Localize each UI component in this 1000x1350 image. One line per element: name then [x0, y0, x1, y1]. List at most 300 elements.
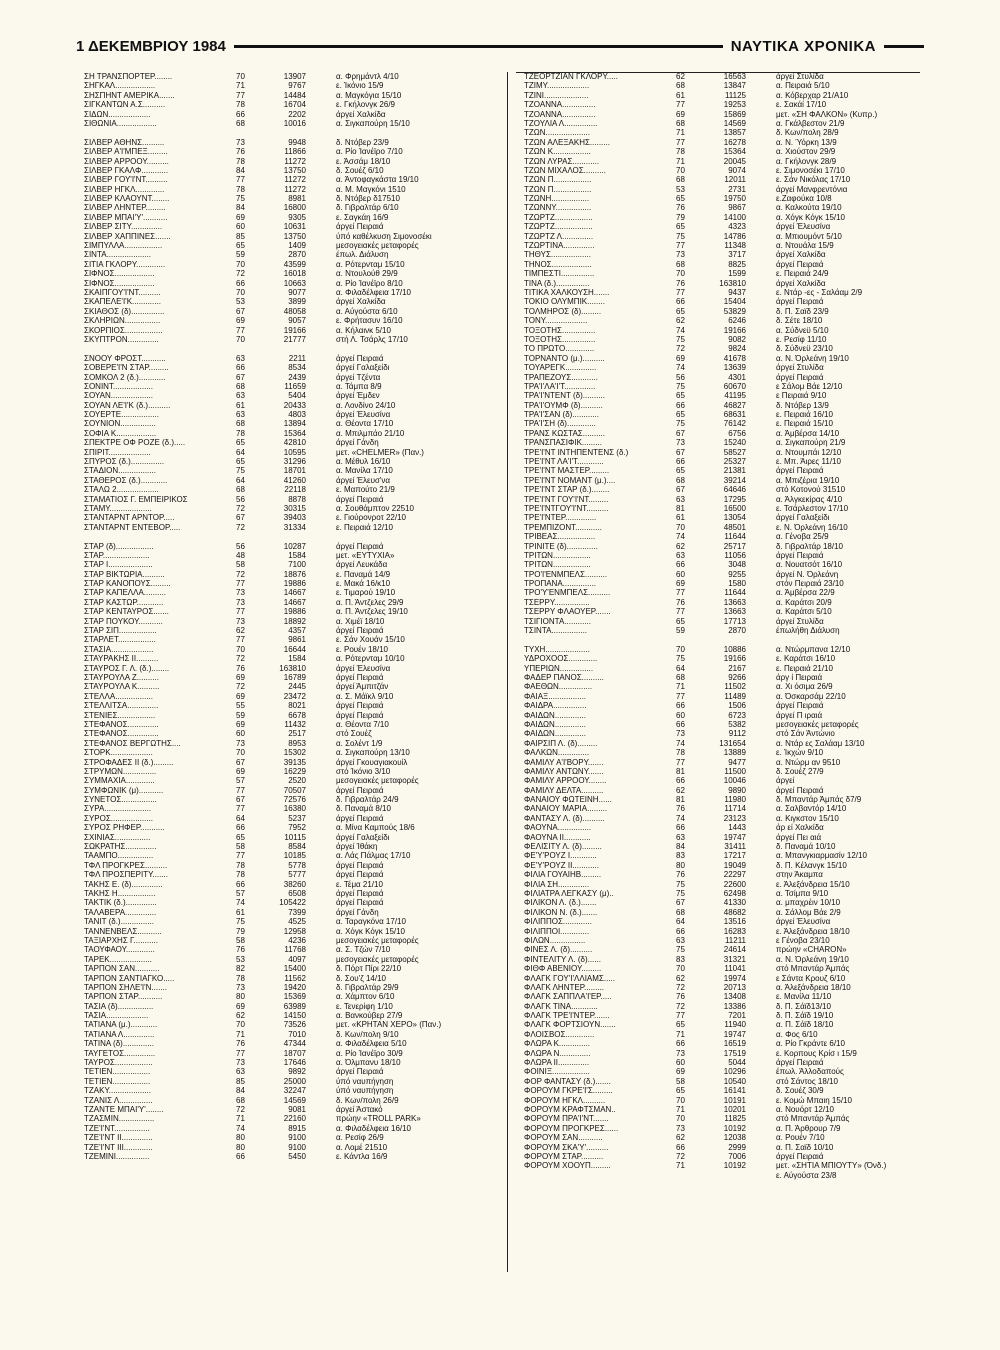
- ship-row: [76, 880, 480, 889]
- build-year: 67: [676, 428, 685, 438]
- ship-name: ΤΡΕ'Ι'ΝΤ ΓΟΥ'Ι'ΝΤ.........: [524, 494, 609, 504]
- ship-row: [516, 1171, 920, 1180]
- tonnage: 25327: [723, 457, 746, 467]
- build-year: 68: [236, 1095, 245, 1105]
- build-year: 56: [236, 494, 245, 504]
- status-location: α. Λάς Πάλμας 17/10: [336, 851, 411, 861]
- status-location: ε. Ρεσίφ 11/10: [776, 334, 827, 344]
- left-column: [76, 72, 480, 1161]
- tonnage: 10201: [723, 1104, 746, 1114]
- tonnage: 2999: [728, 1142, 746, 1152]
- tonnage: 11659: [284, 381, 306, 391]
- status-location: ε. Άσσάμ 18/10: [336, 156, 391, 166]
- status-location: ε. Καράτσι 16/10: [776, 654, 836, 664]
- build-year: 67: [676, 898, 685, 908]
- ship-row: [516, 147, 920, 156]
- ship-row: [76, 232, 480, 241]
- status-location: ε. Άλεξάνδρεια 15/10: [776, 879, 850, 889]
- status-location: α. Χιούστον 29/9: [776, 147, 836, 157]
- ship-row: [516, 476, 920, 485]
- ship-row: [76, 758, 480, 767]
- tonnage: 17646: [283, 1058, 306, 1068]
- tonnage: 13386: [723, 1001, 746, 1011]
- ship-name: ΤΑΝΙΤ (δ.)...............: [84, 917, 154, 927]
- status-location: άργεί Πειραιά: [336, 860, 384, 870]
- build-year: 66: [236, 278, 245, 288]
- tonnage: 70507: [283, 785, 306, 795]
- status-location: ε. Σακάί 17/10: [776, 100, 827, 110]
- ship-name: ΤΖΩΝΝΥ................: [524, 203, 592, 213]
- ship-name: ΣΤΑΡ Ι....................: [84, 560, 153, 570]
- ship-name: ΣΙΛΒΕΡ ΜΠΑΙ'Υ'...........: [84, 212, 168, 222]
- build-year: 65: [236, 241, 245, 251]
- tonnage: 8915: [288, 1123, 306, 1133]
- build-year: 85: [236, 231, 245, 241]
- build-year: 76: [676, 870, 685, 880]
- status-location: α. Μπιουμόντ 5/10: [776, 231, 842, 241]
- tonnage: 17519: [723, 1048, 746, 1058]
- tonnage: 20713: [723, 982, 746, 992]
- status-location: ε. Ν. Όρλεάνη 16/10: [776, 522, 848, 532]
- status-location: άργεί Πειραιά: [776, 701, 824, 711]
- build-year: 66: [676, 457, 685, 467]
- build-year: 70: [236, 748, 245, 758]
- tonnage: 163810: [719, 278, 746, 288]
- tonnage: 2439: [288, 372, 306, 382]
- status-location: άργεί Γαλαξείδι: [336, 363, 390, 373]
- build-year: 68: [676, 81, 685, 91]
- tonnage: 11714: [724, 804, 746, 814]
- build-year: 70: [236, 1020, 245, 1030]
- status-location: α. Γένοβα 25/9: [776, 532, 829, 542]
- tonnage: 9074: [728, 165, 746, 175]
- build-year: 84: [236, 203, 245, 213]
- status-location: ε. Πειραιά 21/10: [776, 663, 833, 673]
- ship-name: ΤΡΑ'Ι'ΣΑΝ (δ)............: [524, 410, 599, 420]
- ship-name: ΦΙΛΙΚΟΝ Λ. (δ.).......: [524, 898, 597, 908]
- ship-row: [76, 316, 480, 325]
- group-spacer: [76, 128, 480, 137]
- tonnage: 8953: [288, 738, 306, 748]
- build-year: 65: [676, 1020, 685, 1030]
- build-year: 75: [676, 654, 685, 664]
- build-year: 76: [236, 147, 245, 157]
- status-location: στόν Πειραιά 23/10: [776, 579, 844, 589]
- tonnage: 9767: [288, 81, 306, 91]
- ship-name: ΣΟΥΑΝ ΛΕ'Ι'Κ (δ.)..........: [84, 400, 171, 410]
- status-location: δ. Κων/πολη 28/9: [776, 128, 839, 138]
- status-location: δ. Γιβραλτάρ 6/10: [336, 203, 399, 213]
- ship-row: [76, 91, 480, 100]
- ship-row: [516, 326, 920, 335]
- build-year: 73: [676, 729, 685, 739]
- status-location: δ. Σέτε 18/10: [776, 316, 823, 326]
- ship-row: [516, 410, 920, 419]
- build-year: 65: [676, 410, 685, 420]
- ship-name: ΤΗΝΟΣ..................: [524, 259, 592, 269]
- tonnage: 14484: [283, 90, 306, 100]
- ship-name: ΣΤΑΛΩ 2...................: [84, 485, 159, 495]
- status-location: άργεί Πειραιά: [336, 898, 384, 908]
- ship-row: [516, 551, 920, 560]
- ship-name: ΤΖΟΑΝΝΑ...............: [524, 109, 596, 119]
- status-location: α. Πειραιά 5/10: [776, 81, 830, 91]
- ship-row: [516, 316, 920, 325]
- status-location: α. Τσίμπα 9/10: [776, 888, 829, 898]
- ship-row: [516, 664, 920, 673]
- status-location: α. Φιλαδέλφεια 17/10: [336, 287, 412, 297]
- tonnage: 19420: [283, 982, 306, 992]
- ship-name: ΤΡΑΝΣ ΚΩΣΤΑΣ..........: [524, 428, 605, 438]
- ship-name: ΤΡΕΜΠΙΖΟΝΤ............: [524, 522, 602, 532]
- build-year: 66: [676, 1142, 685, 1152]
- ship-name: ΦΛΑΓΚ ΓΟΥ'Ι'ΛΛΙΑΜΣ.....: [524, 973, 615, 983]
- status-location: στό Σάν Άντώνιο: [776, 729, 835, 739]
- build-year: 79: [676, 212, 685, 222]
- ship-name: ΤΖΟΥΛΙΑ Λ...............: [524, 118, 598, 128]
- ship-row: [516, 974, 920, 983]
- ship-row: [76, 720, 480, 729]
- build-year: 65: [676, 194, 685, 204]
- ship-row: [76, 222, 480, 231]
- build-year: 66: [676, 823, 685, 833]
- tonnage: 11272: [284, 156, 306, 166]
- status-location: ε Πειραιά 9/10: [776, 391, 827, 401]
- ship-row: [76, 166, 480, 175]
- build-year: 64: [236, 475, 245, 485]
- ship-row: [76, 100, 480, 109]
- build-year: 63: [676, 935, 685, 945]
- status-location: α. Άμβέρσα 22/9: [776, 588, 835, 598]
- ship-name: ΤΑΤΙΑΝΑ (μ.)............: [84, 1020, 158, 1030]
- status-location: άργεί Πειραιά: [776, 372, 824, 382]
- status-location: α. Μ. Μαγκόνι 1510: [336, 184, 406, 194]
- tonnage: 4236: [288, 935, 306, 945]
- tonnage: 11562: [284, 973, 306, 983]
- ship-row: [516, 936, 920, 945]
- ship-name: ΤΑΛΑΒΕΡΑ..............: [84, 907, 157, 917]
- tonnage: 16519: [723, 1039, 746, 1049]
- status-location: α. Π. Άντζελες 19/10: [336, 607, 408, 617]
- ship-name: ΤΖΩΡΤΖ.................: [524, 212, 593, 222]
- build-year: 63: [236, 1067, 245, 1077]
- ship-name: ΦΟΡΟΥΜ ΣΤΑΡ..........: [524, 1151, 604, 1161]
- column-divider: [507, 72, 508, 1272]
- ship-row: [516, 870, 920, 879]
- build-year: 69: [236, 316, 245, 326]
- tonnage: 9867: [728, 203, 746, 213]
- build-year: 62: [676, 541, 685, 551]
- tonnage: 25000: [283, 1076, 306, 1086]
- build-year: 77: [676, 137, 685, 147]
- build-year: 77: [676, 241, 685, 251]
- ship-row: [516, 1077, 920, 1086]
- status-location: άργεί Πειραιά: [336, 785, 384, 795]
- build-year: 62: [676, 316, 685, 326]
- build-year: 62: [236, 1011, 245, 1021]
- ship-row: [516, 964, 920, 973]
- tonnage: 12011: [724, 175, 746, 185]
- ship-name: ΤΖΩΝΗ.................: [524, 194, 590, 204]
- ship-name: ΣΗ ΤΡΑΝΣΠΟΡΤΕΡ........: [84, 72, 173, 81]
- ship-name: ΤΑΤΙΑΝΑ Λ..............: [84, 1029, 155, 1039]
- ship-name: ΣΤΑΥΡΟΥΛΑ Ζ..........: [84, 673, 159, 682]
- ship-row: [76, 701, 480, 710]
- tonnage: 13516: [723, 917, 746, 927]
- ship-name: ΤΣΕΡΡΥ ΦΛΑΟΥΕΡ.......: [524, 607, 611, 617]
- ship-name: ΣΙΜΠΥΛΛΑ.................: [84, 241, 163, 251]
- status-location: άργεί Έλευσ'να: [336, 475, 391, 485]
- ship-row: [76, 936, 480, 945]
- ship-name: ΤΡΕ'Ι'ΝΤ ΛΑ'Ι'Τ............: [524, 457, 604, 467]
- status-location: α. Ρότερνταμ 15/10: [336, 259, 405, 269]
- build-year: 71: [236, 81, 245, 91]
- ship-name: ΤΑΑΜΠΟ................: [84, 851, 154, 861]
- build-year: 61: [676, 90, 685, 100]
- ship-row: [76, 1002, 480, 1011]
- status-location: άργεί Πειραιά: [336, 710, 384, 720]
- tonnage: 1506: [728, 701, 746, 711]
- ship-row: [516, 513, 920, 522]
- build-year: 61: [236, 400, 245, 410]
- status-location: α. Τάμπα 8/9: [336, 381, 382, 391]
- build-year: 66: [236, 1151, 245, 1161]
- status-location: α. Βανκούβερ 27/9: [336, 1011, 403, 1021]
- tonnage: 39135: [283, 757, 306, 767]
- tonnage: 16141: [723, 1086, 746, 1096]
- right-column: [516, 72, 920, 1180]
- build-year: 75: [236, 917, 245, 927]
- status-location: άργεί Χαλκίδα: [336, 109, 386, 119]
- status-location: α. Ρίο Ίανέϊρο 7/10: [336, 147, 403, 157]
- status-location: α. Καράτσι 5/10: [776, 607, 832, 617]
- tonnage: 2517: [288, 729, 306, 739]
- status-location: άργεί Πειραιά: [776, 1058, 824, 1068]
- status-location: δ. Π. Σάϊδ13/10: [776, 1001, 831, 1011]
- status-location: άργεί Έλευσίνα: [776, 222, 831, 232]
- tonnage: 16018: [283, 269, 306, 279]
- ship-row: [516, 466, 920, 475]
- ship-row: [516, 1096, 920, 1105]
- build-year: 64: [236, 813, 245, 823]
- build-year: 78: [676, 147, 685, 157]
- ship-row: [76, 175, 480, 184]
- status-location: α. Γκάλβεστον 21/9: [776, 118, 845, 128]
- ship-name: ΤΑΞΙΑΡΧΗΣ Γ...........: [84, 935, 158, 945]
- tonnage: 11866: [284, 147, 306, 157]
- build-year: 68: [236, 419, 245, 429]
- ship-row: [516, 1124, 920, 1133]
- build-year: 68: [236, 485, 245, 495]
- status-location: ε. Ντάρ -ες - Σαλάαμ 2/9: [776, 287, 863, 297]
- status-location: ε.Ζαφούκα 10/8: [776, 194, 832, 204]
- ship-name: ΦΛΑΓΚ ΦΟΡΤΣΙΟΥΝ.......: [524, 1020, 616, 1030]
- ship-name: ΤΡΕ'Ι'ΝΤ ΙΝΤΗΠΕΝΤΕΝΣ (δ.): [524, 447, 629, 457]
- ship-row: [516, 898, 920, 907]
- build-year: 70: [236, 72, 245, 81]
- ship-row: [516, 166, 920, 175]
- build-year: 72: [676, 982, 685, 992]
- status-location: στό Κοτονού 31510: [776, 485, 846, 495]
- tonnage: 22297: [723, 870, 746, 880]
- ship-row: [516, 307, 920, 316]
- build-year: 63: [676, 832, 685, 842]
- ship-name: ΤΟΡΝΑΝΤΟ (μ.)..........: [524, 353, 605, 363]
- tonnage: 5044: [728, 1058, 746, 1068]
- build-year: 73: [676, 1048, 685, 1058]
- ship-name: ΣΙΛΒΕΡ ΚΛΑΟΥΝΤ........: [84, 194, 170, 204]
- build-year: 60: [676, 569, 685, 579]
- status-location: δ. Παναμά 8/10: [336, 804, 391, 814]
- ship-name: ΦΑΛΚΩΝ..............: [524, 748, 590, 758]
- tonnage: 16789: [283, 673, 306, 682]
- ship-row: [76, 495, 480, 504]
- status-location: α. Μπανγκιαρμασίν 12/10: [776, 851, 867, 861]
- ship-row: [76, 607, 480, 616]
- build-year: 59: [236, 250, 245, 260]
- ship-name: ΣΤΑΡ ΠΟΥΚΟΥ...........: [84, 616, 163, 626]
- ship-name: ΣΟΦΙΑ Κ..................: [84, 428, 157, 438]
- tonnage: 10287: [283, 541, 306, 551]
- build-year: 77: [236, 607, 245, 617]
- tonnage: 7952: [288, 823, 306, 833]
- status-location: άργεί Πειραιά: [336, 626, 384, 636]
- ship-row: [76, 335, 480, 344]
- ship-name: ΣΤΑΡ.....................: [84, 550, 150, 560]
- ship-row: [76, 635, 480, 644]
- ship-group: [76, 542, 480, 1162]
- tonnage: 48058: [283, 306, 306, 316]
- build-year: 82: [236, 964, 245, 974]
- ship-name: ΣΤΑΜΥ...................: [84, 503, 152, 513]
- ship-name: ΤΥΧΗ....................: [524, 644, 590, 654]
- status-location: δ. Κων/πολη 9/10: [336, 1029, 399, 1039]
- build-year: 68: [236, 118, 245, 128]
- tonnage: 13857: [723, 128, 746, 138]
- status-location: α. Αύγούστα 6/10: [336, 306, 398, 316]
- tonnage: 9100: [288, 1142, 306, 1152]
- tonnage: 15400: [283, 964, 306, 974]
- ship-name: ΦΟΡΟΥΜ ΠΡΟΓΚΡΕΣ......: [524, 1123, 619, 1133]
- status-location: μεσογειακές μεταφορές: [336, 776, 419, 786]
- ship-row: [76, 664, 480, 673]
- tonnage: 8534: [288, 363, 306, 373]
- tonnage: 2731: [728, 184, 746, 194]
- ship-row: [76, 1114, 480, 1123]
- ship-row: [516, 157, 920, 166]
- ship-row: [516, 373, 920, 382]
- status-location: ε. Γκήλονγκ 26/9: [336, 100, 395, 110]
- build-year: 65: [236, 438, 245, 448]
- build-year: 76: [236, 663, 245, 673]
- ship-name: ΤΖΑΚΥ...................: [84, 1086, 151, 1096]
- ship-name: ΤΕΤΙΕΝ.................: [84, 1067, 151, 1077]
- status-location: άργεί Στυλίδα: [776, 363, 824, 373]
- status-location: ε. Σάν Χουάν 15/10: [336, 635, 405, 645]
- ship-name: ΣΠΥΡΟΣ (δ.)...............: [84, 457, 165, 467]
- tonnage: 25717: [723, 541, 746, 551]
- ship-name: ΤΡΕ'Ι'ΝΤΓΟΥ'Ι'ΝΤ..........: [524, 503, 609, 513]
- status-location: α. Καλκούτα 19/10: [776, 203, 842, 213]
- build-year: 77: [236, 804, 245, 814]
- ship-name: ΤΡΕ'Ι'ΝΤΕΡ..............: [524, 513, 597, 523]
- build-year: 81: [676, 766, 685, 776]
- status-location: α. Νουόρτ 12/10: [776, 1104, 834, 1114]
- build-year: 77: [236, 1048, 245, 1058]
- ship-group: [76, 72, 480, 128]
- ship-name: ΣΙΛΒΕΡ ΓΟΥ'Ι'ΝΤ..........: [84, 175, 168, 185]
- status-location: δ. Γιβραλτάρ 24/9: [336, 795, 399, 805]
- status-location: άργεί Πειραιά: [336, 1067, 384, 1077]
- tonnage: 10115: [284, 832, 306, 842]
- status-location: άργεί Πειραιά: [336, 353, 384, 363]
- build-year: 70: [236, 644, 245, 654]
- status-location: άργεί Χαλκίδα: [336, 297, 386, 307]
- tonnage: 8021: [288, 701, 306, 711]
- tonnage: 41195: [724, 391, 746, 401]
- build-year: 76: [236, 1039, 245, 1049]
- build-year: 73: [676, 438, 685, 448]
- tonnage: 18707: [283, 1048, 306, 1058]
- status-location: μεσογειακές μεταφορές: [336, 241, 419, 251]
- build-year: 77: [676, 757, 685, 767]
- status-location: α. Ντώρμπανα 12/10: [776, 644, 851, 654]
- build-year: 83: [676, 954, 685, 964]
- ship-name: ΣΚΟΡΠΙΟΣ.................: [84, 325, 163, 335]
- status-location: α. Σουθάμπτον 22510: [336, 503, 415, 513]
- build-year: 60: [676, 710, 685, 720]
- ship-name: ΦΙΝΕΣ Λ. (δ)..........: [524, 945, 593, 955]
- status-location: άργεί Γάνδη: [336, 907, 379, 917]
- status-location: α. Άμβέρσα 14/10: [776, 428, 840, 438]
- tonnage: 11489: [724, 691, 746, 701]
- tonnage: 19974: [723, 973, 746, 983]
- ship-name: ΤΡΟ'Ι'ΕΝΜΠΕΛΣ..........: [524, 569, 608, 579]
- tonnage: 31411: [724, 842, 746, 852]
- build-year: 74: [676, 325, 685, 335]
- build-year: 62: [236, 626, 245, 636]
- ship-row: [516, 1086, 920, 1095]
- ship-row: [76, 1152, 480, 1161]
- build-year: 66: [676, 719, 685, 729]
- ship-row: [516, 673, 920, 682]
- build-year: 77: [236, 325, 245, 335]
- ship-name: ΦΛΩΡΑ ΙΙ..............: [524, 1058, 590, 1068]
- ship-name: ΦΑΝΑΙΟΥ ΜΑΡΙΑ.........: [524, 804, 608, 814]
- ship-row: [76, 382, 480, 391]
- tonnage: 15364: [723, 147, 746, 157]
- status-location: ε. Σάν Νικόλας 17/10: [776, 175, 851, 185]
- ship-name: ΣΙΘΩΝΙΑ..................: [84, 118, 157, 128]
- tonnage: 2870: [288, 250, 306, 260]
- tonnage: 18876: [283, 569, 306, 579]
- tonnage: 19750: [723, 194, 746, 204]
- build-year: 80: [676, 860, 685, 870]
- ship-name: ΤΟΛΜΗΡΟΣ (δ).........: [524, 306, 602, 316]
- tonnage: 22118: [284, 485, 306, 495]
- tonnage: 1584: [288, 654, 306, 664]
- tonnage: 9437: [728, 287, 746, 297]
- build-year: 74: [676, 813, 685, 823]
- ship-name: ΤΖΙΝΙ....................: [524, 90, 589, 100]
- ship-name: ΤΡΑ'Ι'ΟΥΜΦ (δ)..........: [524, 400, 603, 410]
- ship-name: ΤΖΩΡΤΙΝΑ..............: [524, 241, 595, 251]
- ship-row: [516, 91, 920, 100]
- build-year: 71: [676, 1029, 685, 1039]
- ship-name: ΦΑΝΑΙΟΥ ΦΩΤΕΙΝΗ......: [524, 795, 612, 805]
- status-location: α. Ρότερνταμ 10/10: [336, 654, 405, 664]
- ship-row: [76, 401, 480, 410]
